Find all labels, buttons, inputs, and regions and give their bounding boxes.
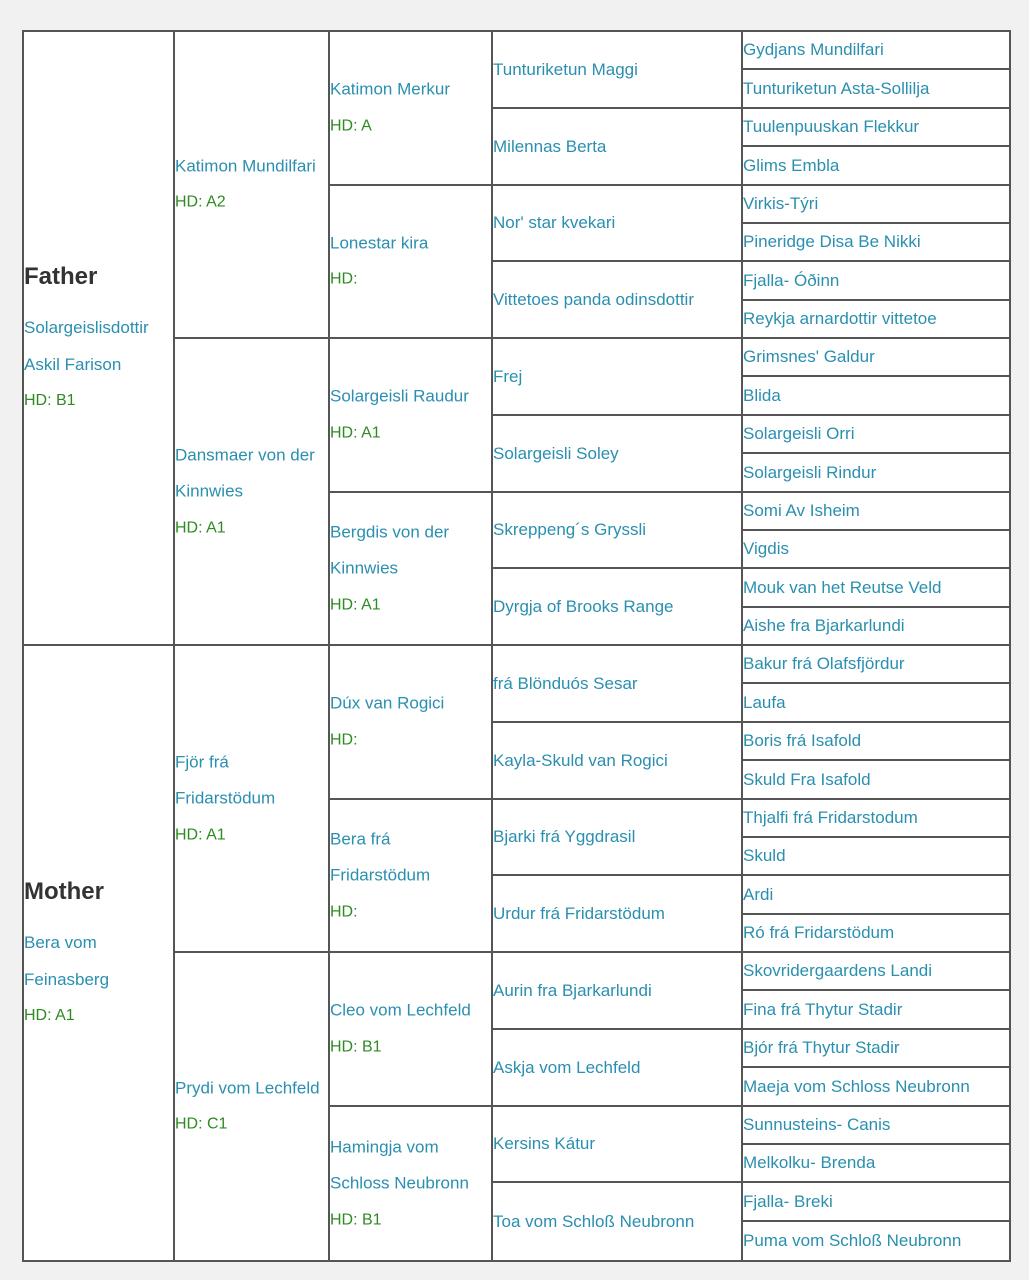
cell-content [743,1152,1009,1174]
gen4-cell [493,1183,743,1260]
gen5-name-link[interactable]: Sunnusteins- Canis [743,1115,891,1134]
gen4-name-link[interactable]: Vittetoes panda odinsdottir [493,289,694,309]
cell-content [743,730,1009,752]
gen4-cell [493,416,743,493]
great-grandparent-cell [330,339,493,493]
gen5-cell [743,147,1009,186]
cell-content [743,346,1009,368]
cell-content [175,1070,328,1143]
gen5-cell [743,531,1009,569]
gen5-cell [743,186,1009,224]
gen5-cell [743,1068,1009,1107]
hd-score: HD: A1 [24,1006,75,1024]
father-cell [24,32,175,646]
gen4-cell [493,1107,743,1183]
gen5-cell [743,109,1009,147]
cell-content [330,1129,491,1239]
cell-content [743,116,1009,138]
cell-content [493,365,741,389]
cell-content [175,148,328,221]
grandparent-cell [175,646,330,953]
gen5-cell [743,684,1009,723]
great-grandparent-name-link[interactable]: Solargeisli Raudur [330,386,469,406]
grandparent-cell [175,339,330,646]
gen5-name-link[interactable]: Reykja arnardottir vittetoe [743,309,937,328]
great-grandparent-name-link[interactable]: Katimon Merkur [330,79,450,99]
gen5-name-link[interactable]: Laufa [743,692,786,712]
gen4-cell [493,953,743,1030]
cell-content [743,960,1009,982]
gen5-name-link[interactable]: Tuulenpuuskan Flekkur [743,117,920,136]
gen5-name-link[interactable]: Solargeisli Orri [743,424,855,443]
gen5-cell [743,262,1009,301]
cell-content [743,1037,1009,1059]
grandparent-name-link[interactable]: Prydi vom Lechfeld [175,1078,320,1097]
cell-content [493,58,741,82]
gen5-cell [743,416,1009,454]
gen5-cell [743,493,1009,531]
gen4-cell [493,186,743,262]
gen5-name-link[interactable]: Skuld [743,846,786,865]
hd-score: HD: A1 [330,424,381,441]
great-grandparent-name-link[interactable]: Bera frá Fridarstödum [330,828,431,885]
cell-content [175,744,328,854]
gen4-name-link[interactable]: Nor' star kvekari [493,213,616,232]
gen4-name-link[interactable]: Dyrgja of Brooks Range [493,596,674,616]
cell-content [330,379,491,452]
gen5-cell [743,723,1009,761]
gen5-name-link[interactable]: Thjalfi frá Fridarstodum [743,808,918,827]
gen5-cell [743,991,1009,1030]
cell-content [330,686,491,759]
gen5-cell [743,646,1009,684]
gen5-name-link[interactable]: Blida [743,385,781,405]
hd-score: HD: [330,902,358,920]
hd-score: HD: A2 [175,193,226,211]
gen4-name-link[interactable]: Skreppeng´s Gryssli [493,520,647,539]
cell-content [493,825,741,849]
cell-content [743,155,1009,177]
grandparent-cell [175,32,330,339]
great-grandparent-name-link[interactable]: Bergdis von der Kinnwies [330,521,450,578]
gen5-name-link[interactable]: Bakur frá Olafsfjördur [743,654,905,673]
gen4-cell [493,723,743,800]
gen5-name-link[interactable]: Virkis-Týri [743,194,819,213]
cell-content [330,821,491,931]
gen4-cell [493,800,743,876]
gen5-cell [743,953,1009,991]
great-grandparent-cell [330,186,493,339]
great-grandparent-cell [330,646,493,800]
parent-role-heading: Father [24,262,98,290]
cell-content [743,577,1009,599]
cell-content [743,308,1009,330]
cell-content [743,78,1009,100]
gen5-cell [743,454,1009,493]
cell-content [330,72,491,145]
hd-score: HD: A1 [175,825,226,843]
cell-content [24,872,173,1035]
gen5-name-link[interactable]: Aishe fra Bjarkarlundi [743,616,905,635]
gen4-name-link[interactable]: Solargeisli Soley [493,443,619,463]
gen5-cell [743,800,1009,838]
parent-role-heading: Mother [24,877,104,905]
cell-content [493,1132,741,1156]
mother-cell [24,646,175,1260]
gen4-name-link[interactable]: Milennas Berta [493,136,607,156]
cell-content [330,225,491,298]
cell-content [330,993,491,1066]
cell-content [743,193,1009,215]
gen5-cell [743,32,1009,70]
cell-content [743,692,1009,714]
gen5-name-link[interactable]: Tunturiketun Asta-Sollilja [743,78,930,98]
gen5-name-link[interactable]: Ró frá Fridarstödum [743,923,895,942]
gen5-name-link[interactable]: Vigdis [743,539,789,558]
hd-score: HD: B1 [330,1038,382,1055]
gen5-cell [743,377,1009,416]
cell-content [493,518,741,542]
gen5-cell [743,838,1009,876]
great-grandparent-name-link[interactable]: Lonestar kira [330,233,429,252]
gen5-cell [743,1183,1009,1222]
father-name-link[interactable]: Solargeislisdottir Askil Farison [24,317,149,374]
gen4-name-link[interactable]: Askja vom Lechfeld [493,1057,641,1077]
gen4-cell [493,646,743,723]
gen5-cell [743,915,1009,953]
cell-content [330,514,491,624]
gen4-name-link[interactable]: Urdur frá Fridarstödum [493,903,665,923]
cell-content [743,1191,1009,1213]
gen5-name-link[interactable]: Boris frá Isafold [743,731,862,750]
hd-score: HD: C1 [175,1115,228,1133]
grandparent-name-link[interactable]: Fjör frá Fridarstödum [175,751,276,808]
grandparent-name-link[interactable]: Katimon Mundilfari [175,156,316,175]
gen5-name-link[interactable]: Melkolku- Brenda [743,1153,876,1172]
hd-score: HD: B1 [330,1210,382,1228]
gen4-cell [493,262,743,339]
pedigree-table [22,30,1011,1262]
gen4-cell [493,109,743,186]
great-grandparent-cell [330,493,493,646]
gen4-name-link[interactable]: Tunturiketun Maggi [493,59,638,79]
cell-content [743,423,1009,445]
cell-content [743,270,1009,292]
gen5-name-link[interactable]: Pineridge Disa Be Nikki [743,232,921,251]
hd-score: HD: A [330,117,372,134]
cell-content [743,615,1009,637]
cell-content [493,442,741,466]
gen5-cell [743,1030,1009,1068]
hd-score: HD: [330,731,358,748]
cell-content [743,1114,1009,1136]
cell-content [493,595,741,619]
hd-score: HD: [330,270,358,288]
cell-content [493,979,741,1003]
gen4-name-link[interactable]: Frej [493,366,523,386]
gen5-name-link[interactable]: Ardi [743,884,774,904]
great-grandparent-name-link[interactable]: Hamingja vom Schloss Neubronn [330,1136,469,1193]
hd-score: HD: A1 [330,595,381,613]
gen4-name-link[interactable]: Kersins Kátur [493,1134,596,1153]
gen4-name-link[interactable]: Aurin fra Bjarkarlundi [493,980,652,1000]
cell-content [493,288,741,312]
cell-content [24,257,173,420]
gen5-name-link[interactable]: Maeja vom Schloss Neubronn [743,1076,970,1096]
gen5-cell [743,569,1009,608]
hd-score: HD: B1 [24,391,76,409]
mother-name-link[interactable]: Bera vom Feinasberg [24,932,110,989]
great-grandparent-name-link[interactable]: Cleo vom Lechfeld [330,1000,471,1020]
great-grandparent-cell [330,800,493,953]
cell-content [493,135,741,159]
cell-content [743,538,1009,560]
grandparent-name-link[interactable]: Dansmaer von der Kinnwies [175,444,315,501]
gen5-name-link[interactable]: Skovridergaardens Landi [743,961,933,980]
gen5-name-link[interactable]: Fina frá Thytur Stadir [743,999,903,1019]
cell-content [743,500,1009,522]
grandparent-cell [175,953,330,1260]
gen5-cell [743,1107,1009,1145]
cell-content [493,749,741,773]
gen5-name-link[interactable]: Mouk van het Reutse Veld [743,577,942,597]
cell-content [743,922,1009,944]
gen5-name-link[interactable]: Gydjans Mundilfari [743,40,884,59]
gen5-cell [743,608,1009,646]
gen4-cell [493,569,743,646]
gen4-cell [493,493,743,569]
gen5-cell [743,876,1009,915]
cell-content [493,672,741,696]
gen5-cell [743,1222,1009,1260]
gen5-cell [743,1145,1009,1183]
gen4-cell [493,876,743,953]
gen4-cell [493,1030,743,1107]
cell-content [743,884,1009,906]
gen5-name-link[interactable]: Fjalla- Breki [743,1191,833,1211]
gen5-name-link[interactable]: Solargeisli Rindur [743,462,877,482]
cell-content [493,1210,741,1234]
cell-content [743,1230,1009,1252]
gen4-name-link[interactable]: Bjarki frá Yggdrasil [493,827,636,846]
great-grandparent-cell [330,953,493,1107]
gen5-cell [743,339,1009,377]
gen5-cell [743,70,1009,109]
cell-content [743,653,1009,675]
gen4-name-link[interactable]: frá Blönduós Sesar [493,673,638,693]
cell-content [493,1056,741,1080]
gen5-cell [743,224,1009,262]
gen5-name-link[interactable]: Grimsnes' Galdur [743,347,875,366]
gen5-name-link[interactable]: Somi Av Isheim [743,501,860,520]
gen4-name-link[interactable]: Kayla-Skuld van Rogici [493,750,668,770]
gen5-name-link[interactable]: Bjór frá Thytur Stadir [743,1038,900,1057]
gen5-cell [743,761,1009,800]
gen4-name-link[interactable]: Toa vom Schloß Neubronn [493,1211,695,1231]
cell-content [493,211,741,235]
great-grandparent-name-link[interactable]: Dúx van Rogici [330,693,445,713]
cell-content [743,769,1009,791]
cell-content [743,999,1009,1021]
cell-content [743,1076,1009,1098]
cell-content [743,39,1009,61]
cell-content [493,902,741,926]
gen5-name-link[interactable]: Glims Embla [743,155,840,175]
gen5-cell [743,301,1009,339]
cell-content [743,845,1009,867]
gen5-name-link[interactable]: Puma vom Schloß Neubronn [743,1231,962,1250]
hd-score: HD: A1 [175,518,226,536]
cell-content [743,807,1009,829]
cell-content [743,231,1009,253]
cell-content [743,385,1009,407]
cell-content [743,462,1009,484]
great-grandparent-cell [330,32,493,186]
great-grandparent-cell [330,1107,493,1260]
gen4-cell [493,339,743,416]
gen4-cell [493,32,743,109]
cell-content [175,437,328,547]
gen5-name-link[interactable]: Fjalla- Óðinn [743,270,840,290]
gen5-name-link[interactable]: Skuld Fra Isafold [743,769,871,789]
